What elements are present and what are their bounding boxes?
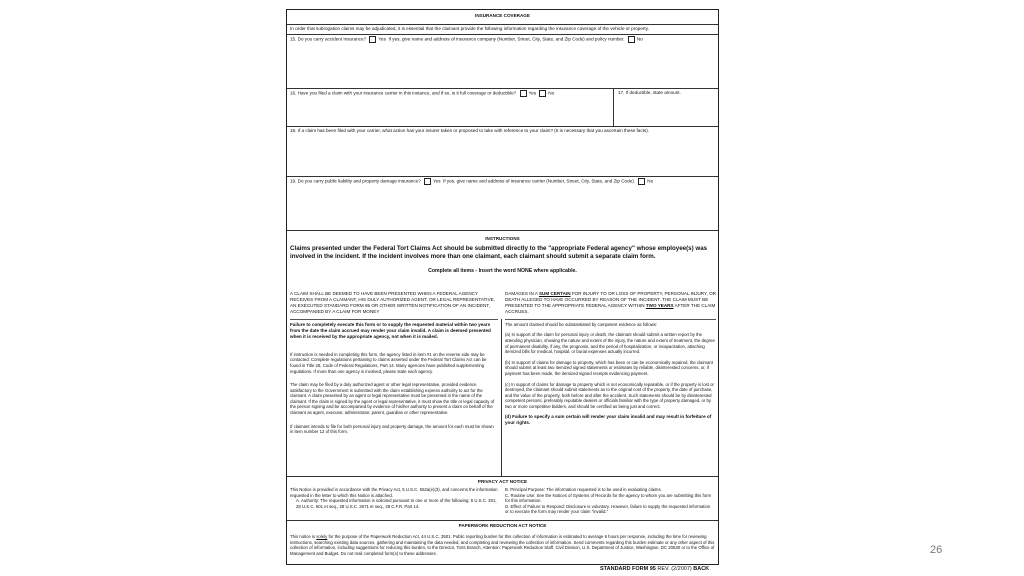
instructions-right-p3: (b) In support of claims for damage to property, which has been or can be economically repaired, the claimant should submit at least two itemized signed statements or estimates by reliable, disinterested concerns, or, if payment has been made, the itemized signed receipts evidencing payment. (505, 359, 713, 376)
instructions-left-column (290, 291, 498, 438)
insurance-intro-text: In order that subrogation claims may be adjudicated, it is essential that the claimant provide the following information regarding the insurance coverage of the vehicle or property. (290, 26, 649, 31)
q19-tail: If yes, give name and address of insurance carrier (Number, Street, City, State, and Zip Code). (443, 178, 636, 184)
question-16 (287, 89, 615, 98)
q16-no-checkbox[interactable] (539, 90, 546, 97)
q16-yes-checkbox[interactable] (520, 90, 527, 97)
q19-no-label: No (647, 178, 654, 184)
privacy-left-intro: This Notice is provided in accordance with the Privacy Act, 5 U.S.C. 552a(e)(3), and concerns the information requested in the letter to which this Notice is attached. (290, 487, 498, 498)
right-top-sum-certain: SUM CERTAIN (538, 291, 571, 296)
instructions-section (287, 230, 718, 476)
instructions-left-p2: If instruction is needed in completing this form, the agency listed in item #1 on the reverse side may be contacted. Complete regulations pertaining to claims asserted under the Federal Tort Claims Act can be found in Title 28, Code of Federal Regulations, Part 14. Many agencies have published supplementing regulations. If more than one agency is involved, please state each agency. (290, 351, 487, 374)
instructions-right-p4: (c) In support of claims for damage to property which is not economically repairable, or if the property is lost or destroyed, the claimant should submit statements as to the original cost of the property, the date of purchase, and the value of the property, both before and after the accident. Such statements should be by disinterested competent persons, preferably reputable dealers or officials familiar with the type of property damaged, or by two or more competitive bidders, and should be certified as being just and correct. (505, 381, 714, 409)
q19-no-checkbox[interactable] (638, 178, 645, 185)
right-top-b: FOR INJURY TO OR LOSS OF PROPERTY, PERSONAL INJURY, OR DEATH ALLEGED TO HAVE OCCURRED BY REASON OF THE INCIDENT. THE CLAIM MUST BE PRESENTED TO THE APPROPRIATE FEDERAL AGENCY WITHIN (505, 291, 716, 308)
question-15 (287, 34, 718, 88)
q15-no-checkbox[interactable] (628, 36, 635, 43)
q15-no-label: No (636, 36, 643, 42)
q16-label: 16. Have you filed a claim with your insurance carrier in this instance, and if so, is it full coverage or deductible? (290, 90, 517, 96)
paperwork-heading: PAPERWORK REDUCTION ACT NOTICE (458, 523, 547, 528)
paperwork-text (287, 533, 718, 557)
instructions-lead: Claims presented under the Federal Tort Claims Act should be submitted directly to the "appropriate Federal agency" whose employee(s) was involved in the incident. If the incident involves more than one claimant, each claimant should submit a separate claim form. (290, 244, 708, 261)
right-top-a: DAMAGES IN A (505, 291, 538, 296)
form-revision: REV. (2/2007) (657, 566, 692, 572)
right-top-two-years: TWO YEARS (645, 302, 674, 308)
instructions-left-top: A CLAIM SHALL BE DEEMED TO HAVE BEEN PRESENTED WHEN A FEDERAL AGENCY RECEIVES FROM A CLAIMANT, HIS DULY AUTHORIZED AGENT, OR LEGAL REPRESENTATIVE, AN EXECUTED STANDARD FORM 95 OR OTHER WRITTEN NOTIFICATION OF AN INCIDENT, ACCOMPANIED BY A CLAIM FOR MONEY (290, 291, 495, 314)
q17-label: 17. If deductible, state amount. (618, 90, 681, 95)
instructions-right-p1: The amount claimed should be substantiated by competent evidence as follows: (505, 319, 716, 328)
insurance-heading-text: INSURANCE COVERAGE (475, 13, 530, 18)
q16-q17-divider (613, 89, 614, 126)
question-17 (615, 89, 721, 97)
privacy-act-section (287, 476, 718, 520)
form-back-label: BACK (693, 566, 710, 572)
privacy-left-column (290, 487, 500, 509)
instructions-left-p1: Failure to completely execute this form or to supply the requested material within two years from the date the claim accrued may render your claim invalid. A claim is deemed presented when it is received by the appropriate agency, not when it is mailed. (290, 319, 498, 340)
insurance-intro (287, 24, 718, 34)
instructions-right-top (505, 291, 716, 315)
form-footer (600, 566, 709, 572)
q16-no-label: No (548, 90, 555, 96)
q18-label: 18. If a claim has been filed with your carrier, what action has your insurer taken or proposed to take with reference to your claim? (It is necessary that you ascertain these facts). (290, 128, 649, 133)
privacy-heading: PRIVACY ACT NOTICE (477, 479, 528, 484)
question-18 (287, 126, 718, 176)
q19-label: 19. Do you carry public liability and property damage insurance? (290, 178, 421, 184)
instructions-right-column (505, 291, 716, 429)
instructions-complete-note: Complete all items - Insert the word NONE where applicable. (428, 267, 577, 274)
q15-tail: If yes, give name and address of insurance company (Number, Street, City, State, and Zip Code) and policy number. (388, 36, 625, 42)
q16-yes-label: Yes (528, 90, 537, 96)
privacy-right-column (505, 487, 715, 515)
instructions-heading: INSTRUCTIONS (485, 236, 520, 241)
right-top-c: AFTER THE CLAIM ACCRUES. (505, 302, 716, 314)
slide-page-number: 26 (930, 544, 943, 556)
instructions-left-p4: If claimant intends to file for both personal injury and property damage, the amount for each must be shown in item number 12 of this form. (290, 423, 494, 435)
form-number: STANDARD FORM 95 (600, 566, 656, 572)
q19-yes-checkbox[interactable] (424, 178, 431, 185)
q15-yes-checkbox[interactable] (369, 36, 376, 43)
instructions-column-divider (501, 319, 502, 476)
privacy-right-c: C. Routine Use: See the Notices of Systems of Records for the agency to whom you are submitting this form for this information. (505, 492, 712, 504)
q19-yes-label: Yes (433, 178, 441, 184)
paperwork-text-b: for the purpose of the Paperwork Reduction Act, 44 U.S.C. 3501. Public reporting burden for this collection of information is estimated to average 6 hours per response, including the time for reviewing instructions, searching existing data sources, gathering and maintaining the data needed, and completing and reviewing the collection of information. Send comments regarding this burden estimate or any other aspect of this collection of information, including suggestions for reducing this burden, to the Director, Torts Branch, Attention: Paperwork Reduction Staff, Civil Division, U.S. Department of Justice, Washington, DC 20530 or to the Office of Management and Budget. Do not mail completed form(s) to these addresses. (290, 533, 715, 556)
paperwork-text-solely: solely (316, 533, 328, 539)
paperwork-section (287, 520, 718, 566)
privacy-right-b: B. Principal Purpose: The information requested is to be used in evaluating claims. (505, 487, 662, 492)
instructions-right-p5: (d) Failure to specify a sum certain will render your claim invalid and may result in forfeiture of your rights. (505, 414, 712, 426)
standard-form-95-back (286, 9, 719, 565)
q15-yes-label: Yes (378, 36, 386, 42)
privacy-left-a: A. Authority: The requested information is solicited pursuant to one or more of the following: 5 U.S.C. 301, 28 U.S.C. 501 et seq., 28 U.S.C. 2671 et seq., 28 C.F.R. Part 14. (296, 498, 497, 509)
instructions-left-p3: The claim may be filed by a duly authorized agent or other legal representative, provided evidence satisfactory to the Government is submitted with the claim establishing express authority to act for the claimant. A claim presented by an agent or legal representative must be presented in the name of the claimant. If the claim is signed by the agent or legal representative, it must show the title or legal capacity of the person signing and be accompanied by evidence of his/her authority to present a claim on behalf of the claimant as agent, executor, administrator, parent, guardian or other representative. (290, 382, 495, 415)
question-16-17 (287, 88, 718, 126)
paperwork-text-a: This notice is (290, 533, 316, 539)
q15-label: 15. Do you carry accident Insurance? (290, 36, 367, 42)
question-19 (287, 176, 718, 230)
privacy-right-d: D. Effect of Failure to Respond: Disclosure is voluntary. However, failure to supply the requested information or to execute the form may render your claim "invalid." (505, 503, 711, 515)
instructions-right-p2: (a) In support of the claim for personal injury or death, the claimant should submit a written report by the attending physician, showing the nature and extent of the injury, the nature and extent of treatment, the degree of permanent disability, if any, the prognosis, and the period of hospitalization, or incapacitation, attaching itemized bills for medical, hospital, or burial expenses actually incurred. (505, 332, 715, 355)
insurance-heading (287, 10, 718, 22)
